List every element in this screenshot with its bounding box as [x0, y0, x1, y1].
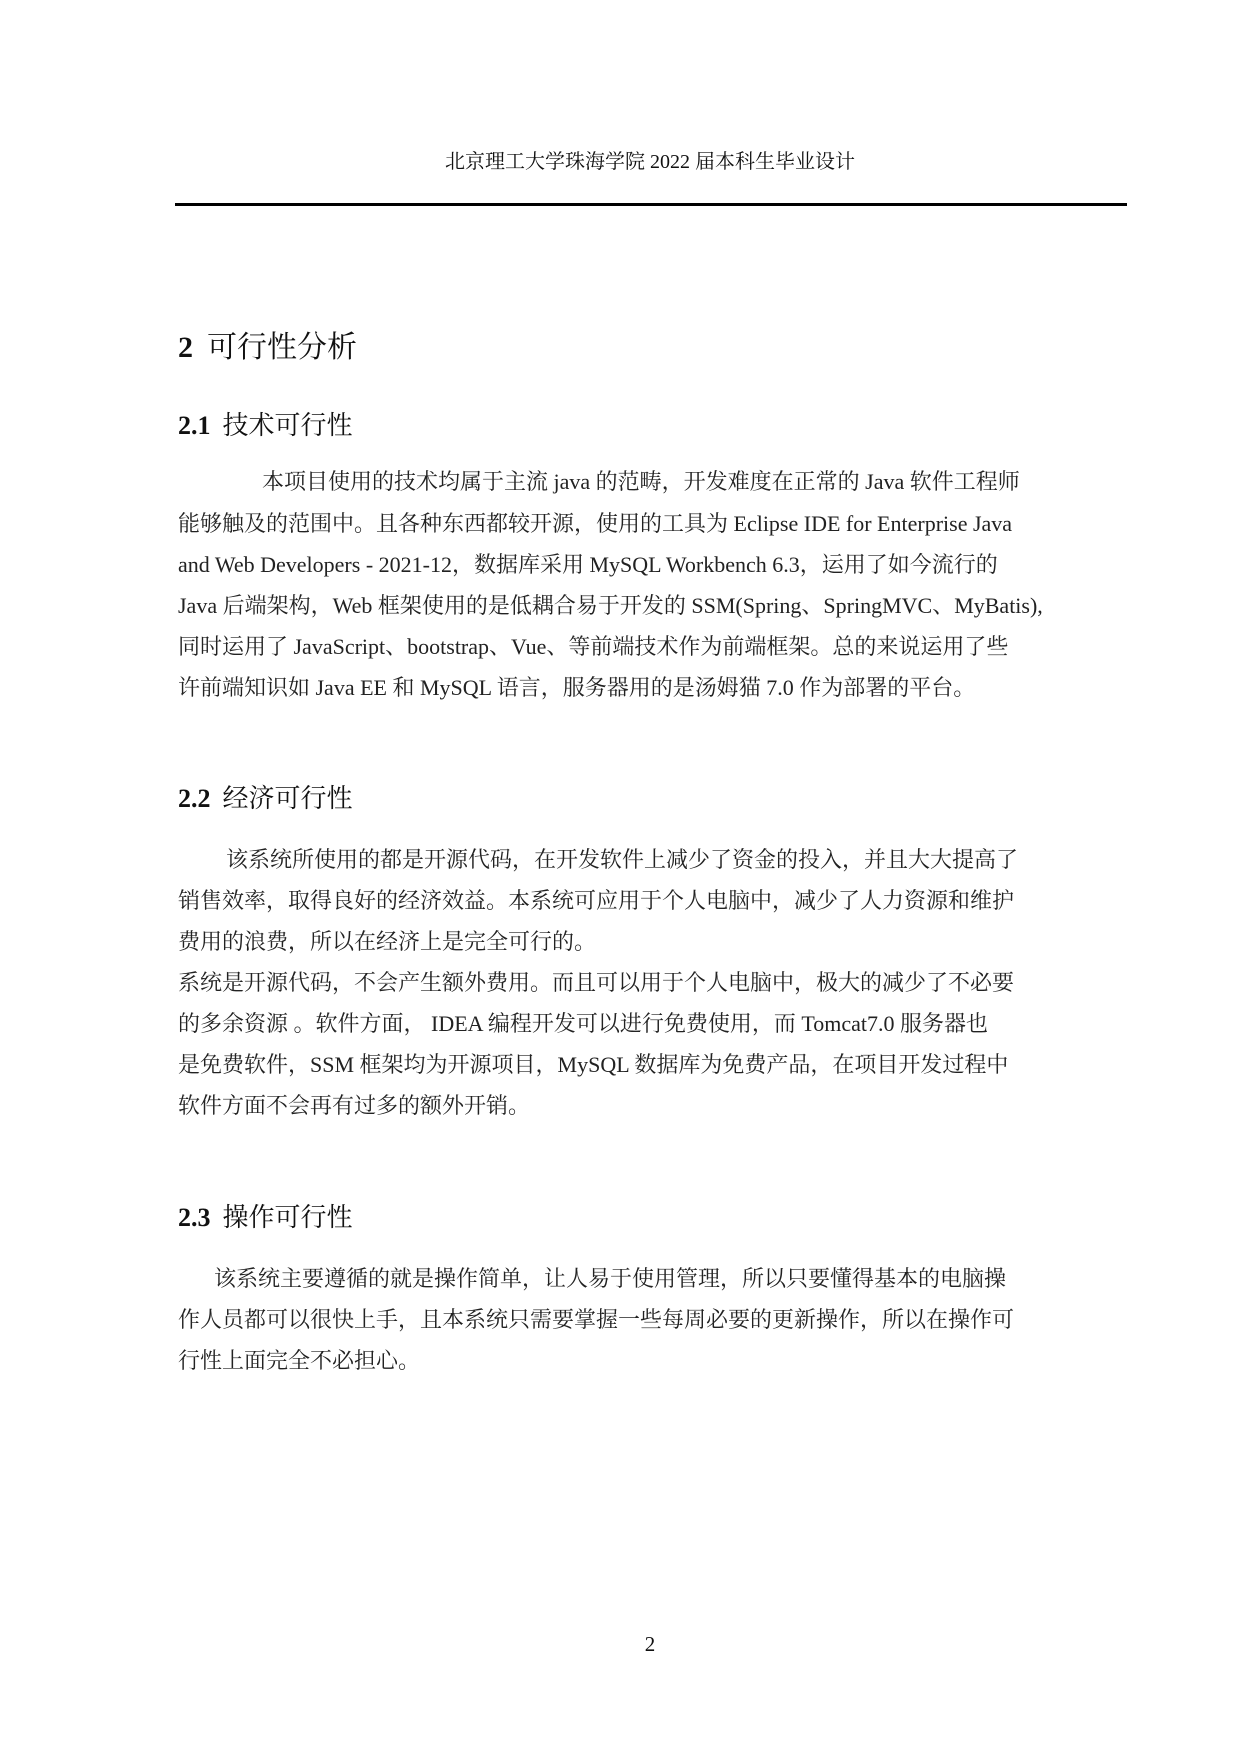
chapter-heading [178, 322, 357, 366]
paragraph-line: 作人员都可以很快上手，且本系统只需要掌握一些每周必要的更新操作，所以在操作可 [178, 1307, 1015, 1332]
paragraph-line: and Web Developers - 2021-12，数据库采用 MySQL Workbench 6.3，运用了如今流行的 [178, 552, 998, 577]
chapter-title: 可行性分析 [207, 330, 357, 365]
paragraph-line: 同时运用了 JavaScript、bootstrap、Vue、等前端技术作为前端框架。总的来说运用了些 [178, 634, 1009, 659]
paragraph-line: 能够触及的范围中。且各种东西都较开源，使用的工具为 Eclipse IDE for Enterprise Java [178, 511, 1013, 536]
section-number: 2.3 [178, 1203, 211, 1232]
chapter-number: 2 [178, 331, 193, 364]
section-number: 2.2 [178, 784, 211, 813]
paragraph-line: 系统是开源代码，不会产生额外费用。而且可以用于个人电脑中，极大的减少了不必要 [178, 970, 1015, 995]
section-title: 技术可行性 [222, 411, 353, 441]
section-number: 2.1 [178, 411, 211, 440]
paragraph-line: Java 后端架构，Web 框架使用的是低耦合易于开发的 SSM(Spring、SpringMVC、MyBatis), [178, 593, 1043, 618]
header-rule [175, 203, 1127, 206]
paragraph-line: 该系统主要遵循的就是操作简单，让人易于使用管理，所以只要懂得基本的电脑操 [214, 1266, 1007, 1291]
section-title: 操作可行性 [222, 1203, 353, 1233]
paragraph-line: 该系统所使用的都是开源代码，在开发软件上减少了资金的投入，并且大大提高了 [226, 847, 1019, 872]
section-heading-2-1 [178, 405, 353, 442]
running-header: 北京理工大学珠海学院 2022 届本科生毕业设计 [445, 151, 855, 173]
page-number: 2 [644, 1632, 656, 1656]
paragraph-line: 销售效率，取得良好的经济效益。本系统可应用于个人电脑中，减少了人力资源和维护 [178, 888, 1015, 913]
paragraph-line: 本项目使用的技术均属于主流 java 的范畴，开发难度在正常的 Java 软件工程师 [262, 469, 1020, 494]
paragraph-line: 软件方面不会再有过多的额外开销。 [178, 1093, 531, 1118]
section-heading-2-3 [178, 1197, 353, 1234]
section-title: 经济可行性 [222, 784, 353, 814]
paragraph-line: 费用的浪费，所以在经济上是完全可行的。 [178, 929, 597, 954]
paragraph-line: 行性上面完全不必担心。 [178, 1348, 421, 1373]
paragraph-line: 的多余资源 。软件方面， IDEA 编程开发可以进行免费使用，而 Tomcat7.0 服务器也 [178, 1011, 988, 1036]
paragraph-line: 许前端知识如 Java EE 和 MySQL 语言，服务器用的是汤姆猫 7.0 作为部署的平台。 [178, 675, 976, 700]
paragraph-line: 是免费软件，SSM 框架均为开源项目，MySQL 数据库为免费产品，在项目开发过程中 [178, 1052, 1009, 1077]
section-heading-2-2 [178, 778, 353, 815]
